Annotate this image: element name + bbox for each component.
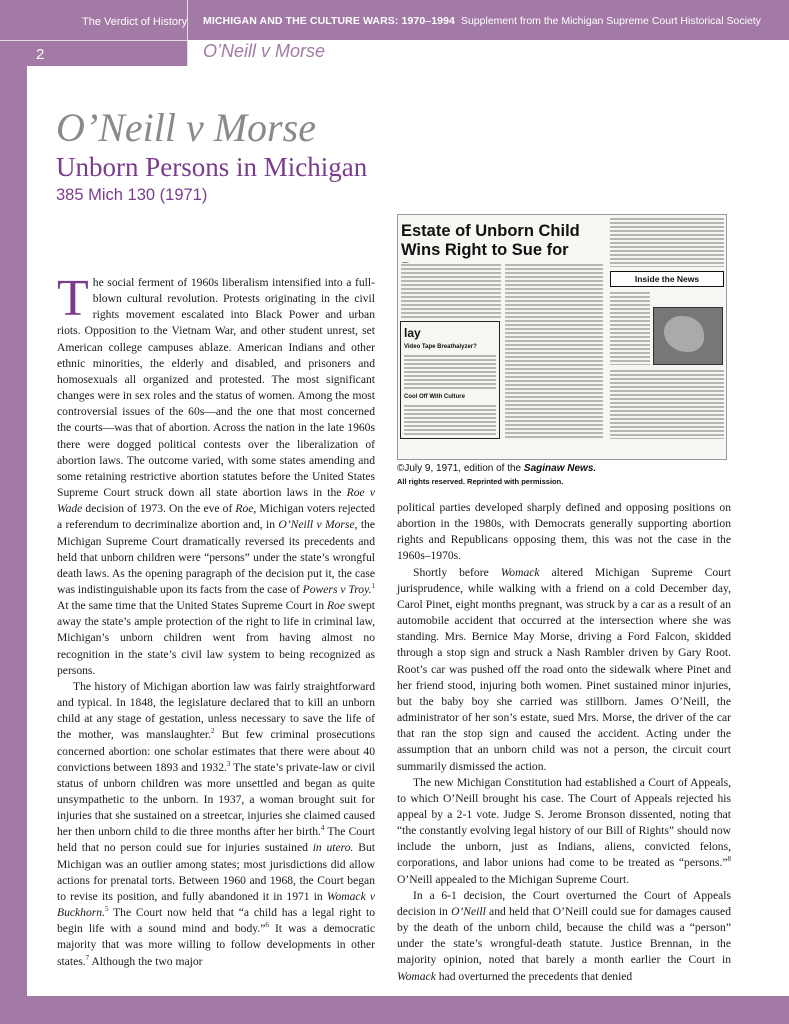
running-case-name: O’Neill v Morse — [203, 41, 326, 61]
drop-cap: T — [57, 270, 89, 327]
paragraph: The new Michigan Constitution had established a Court of Appeals, to which O’Neill brought his case. The Court of Appeals rejected his appeal by a 2-1 vote. Judge S. Jerome Bronson dissented, noting that “the constantly evolving legal history of our Bill of Rights” should now include the unborn, just as Indians, aliens, convicted felons, corporations, and labor unions had come to be treated as “persons.”$^8$ O’Neill appealed to the Michigan Supreme Court. — [397, 775, 731, 886]
footnote-ref: 2 — [211, 727, 215, 736]
paragraph: In a 6-1 decision, the Court overturned the Court of Appeals decision in O’Neill and held that O’Neill could sue for damages caused by the death of the unborn child, because the child was a “person” under the state’s wrongful-death statute. Justice Brennan, in the majority opinion, noted that barely a month earlier the Court in Womack had overturned the precedents that denied — [397, 888, 732, 983]
clipping-sidebar-item: Cool Off With Culture — [404, 394, 465, 400]
paragraph: The history of Michigan abortion law was fairly straightforward and typical. In 1848, the legislature declared that to kill an unborn child at any stage of gestation, unless necessary to save the life of the mother, was manslaughter.$^2$ But few criminal prosecutions concerned abortion: one scholar estimates that there were about 40 convictions between 1893 and 1932.$^3$ The state’s private-law or civil status of unborn children was more unsettled and began as quite unsympathetic to the unborn. In 1937, a woman brought suit for injuries that she sustained on a streetcar, injuries she claimed caused her then unborn child to die three months after her birth.$^4$ The Court held that no person could sue for injuries sustained in utero. But Michigan was an outlier among states; most jurisdictions did allow actions for prenatal torts. Between 1960 and 1968, the Court began to revise its position, and fully abandoned it in 1971 in Womack v Buckhorn.$^5$ The Court now held that “a child has a legal right to begin life with a sound mind and body.”$^6$ It was a democratic majority that was more willing to follow developments in other states.$^7$ Although the two major — [57, 679, 376, 968]
series-title — [203, 15, 761, 27]
paragraph: Shortly before Womack altered Michigan Supreme Court jurisprudence, while walking with a friend on a cold December day, Carol Pinet, eight months pregnant, was struck by a car as a result of an automobile accident that occurred at the intersection where she was standing. Mrs. Bernice May Morse, driving a Ford Falcon, skidded through a stop sign and struck a Nash Rambler driven by Gary Root. Root’s car was pushed off the road onto the sidewalk where Pinet and her friend stood, injuring both women. Pinet sustained minor injuries, but the baby boy she carried was stillborn. James O’Neill, the administrator of her son’s estate, sued Mrs. Morse, the driver of the car that ran the stop sign and caused the accident. Acting under the assumption that an unborn child was not a person, the circuit court summarily dismissed the action. — [397, 565, 732, 773]
clipping-rights: All rights reserved. Reprinted with permission. — [397, 477, 564, 486]
header-divider — [0, 40, 188, 41]
paragraph: political parties developed sharply defined and opposing positions on abortion in the 1980s, with Democrats generally supporting abortion rights and Republicans opposing them, this was not the case in the 1960s–1970s. — [397, 501, 731, 563]
body-column-right — [397, 500, 731, 985]
supplement-note: Supplement from the Michigan Supreme Court Historical Society — [460, 15, 761, 27]
clipping-text-column — [610, 291, 650, 365]
footnote-ref: 5 — [104, 905, 109, 914]
clipping-sidebar-item: Video Tape Breathalyzer? — [404, 344, 477, 350]
clipping-text-column — [404, 354, 496, 390]
clipping-text-column — [610, 369, 724, 439]
footnote-ref: 3 — [226, 759, 231, 768]
clipping-text-column — [404, 404, 496, 436]
page-number: 2 — [36, 46, 45, 63]
article-subtitle: Unborn Persons in Michigan — [56, 152, 368, 182]
publication-title: The Verdict of History — [82, 16, 188, 28]
caption-newspaper: Saginaw News. — [523, 463, 597, 474]
case-citation: 385 Mich 130 (1971) — [56, 186, 208, 204]
clipping-text-column — [505, 263, 603, 439]
clipping-sidebar-box — [400, 321, 500, 439]
side-band — [0, 66, 27, 1024]
clipping-sidebar-heading: lay — [404, 326, 421, 340]
clipping-text-column — [610, 217, 724, 267]
newspaper-clipping — [397, 214, 727, 460]
clipping-caption — [397, 463, 737, 474]
clipping-text-column — [401, 263, 501, 319]
clipping-headline: Estate of Unborn Child Wins Right to Sue for — [401, 222, 580, 259]
footnote-ref: 6 — [265, 921, 269, 930]
clipping-photo — [653, 307, 723, 365]
clipping-inside-label: Inside the News — [610, 271, 724, 287]
header-left-panel — [0, 0, 188, 66]
footer-band — [27, 996, 789, 1024]
footnote-ref: 8 — [727, 855, 731, 864]
footnote-ref: 4 — [320, 824, 325, 833]
body-column-left — [57, 270, 376, 970]
caption-prefix: ©July 9, 1971, edition of the — [397, 463, 524, 474]
series-name: MICHIGAN AND THE CULTURE WARS: 1970–1994 — [203, 15, 455, 27]
footnote-ref: 1 — [371, 582, 375, 591]
footnote-ref: 7 — [85, 953, 90, 962]
article-title: O’Neill v Morse — [56, 105, 316, 150]
paragraph: The social ferment of 1960s liberalism intensified into a full-blown cultural revolution. Protests originating in the civil rights movement escalated into Black Power and urban riots. Opposition to the Vietnam War, and other student unrest, set American college campuses ablaze. American Indians and other ethnic minorities, the elderly and disabled, and prisoners and homosexuals all organized and protested. The most significant changes were in sex roles and the status of women. Among the most controversial issues of the 60s—and the one that most concerned the courts—was that of abortion. Across the nation in the late 1960s there were dogged political contests over the liberalization of abortion laws. The outcome varied, with some states amending and some retaining restrictive abortion statutes before the United States Supreme Court struck down all state abortion laws in the Roe v Wade decision of 1973. On the eve of Roe, Michigan voters rejected a referendum to decriminalize abortion and, in O’Neill v Morse, the Michigan Supreme Court dramatically reversed its precedents and held that unborn children were “persons” under the state’s wrongful death laws. As the opening paragraph of the decision put it, the case was indistinguishable upon its facts from the case of Powers v Troy.$^1$ At the same time that the United States Supreme Court in Roe swept away the state’s ample protection of the right to life in criminal law, Michigan’s unborn children went from having almost no recognition in the state’s civil law system to being recognized as persons. — [57, 270, 376, 677]
